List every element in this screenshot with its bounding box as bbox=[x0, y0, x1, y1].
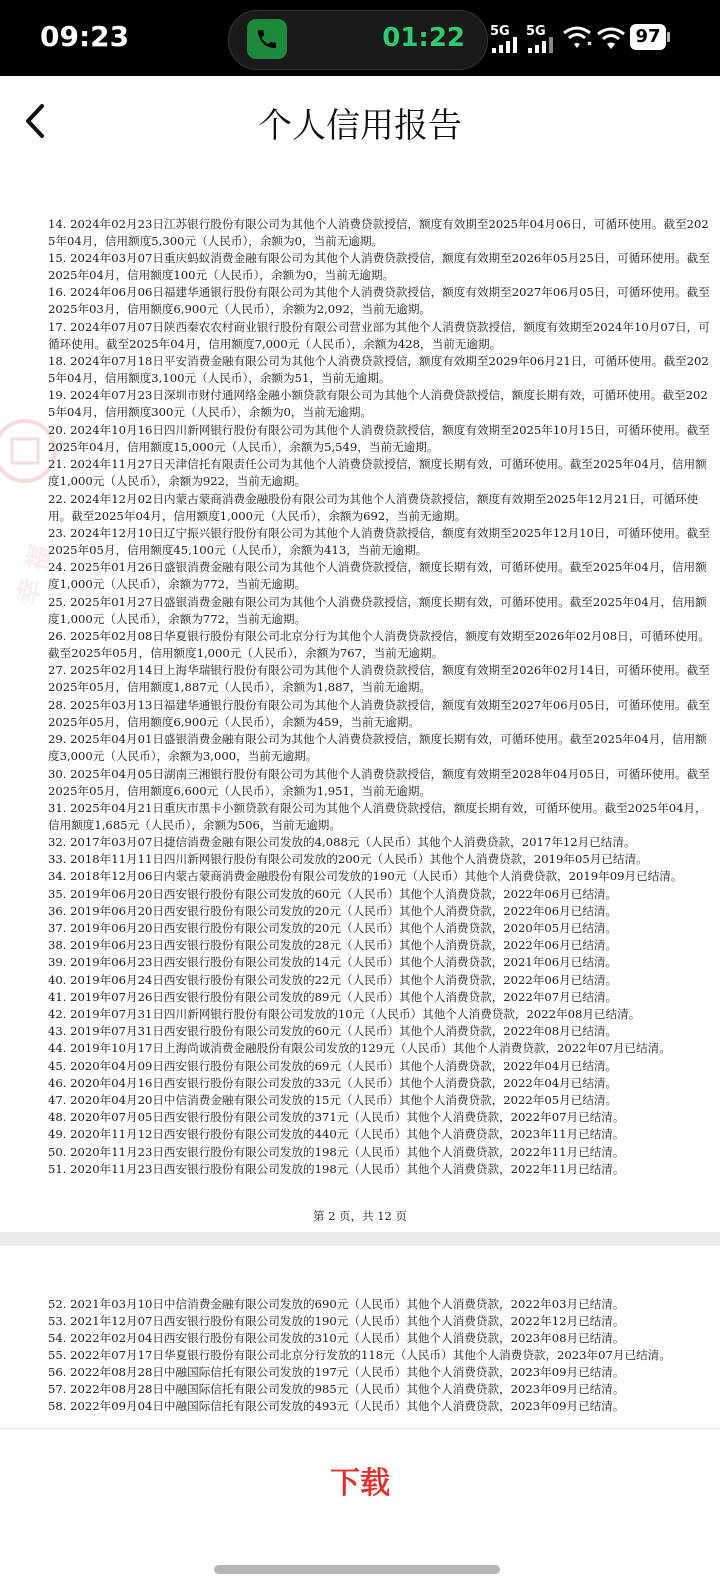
list-item: 49. 2020年11月12日西安银行股份有限公司发放的440元（人民币）其他个人消费贷款，2023年11月已结清。 bbox=[48, 1127, 625, 1141]
bottom-action-bar bbox=[0, 1428, 720, 1585]
list-item: 32. 2017年03月07日捷信消费金融有限公司发放的4,088元（人民币）其他个人消费贷款，2017年12月已结清。 bbox=[48, 835, 636, 849]
list-item: 33. 2018年11月11日四川新网银行股份有限公司发放的200元（人民币）其他个人消费贷款，2019年05月已结清。 bbox=[48, 852, 648, 866]
list-item: 45. 2020年04月09日西安银行股份有限公司发放的69元（人民币）其他个人消费贷款，2022年04月已结清。 bbox=[48, 1059, 618, 1073]
status-bar bbox=[0, 0, 720, 76]
page-title: 个人信用报告 bbox=[258, 106, 462, 146]
list-item: 41. 2019年07月26日西安银行股份有限公司发放的89元（人民币）其他个人消费贷款，2022年07月已结清。 bbox=[48, 990, 618, 1004]
ongoing-call-pill[interactable] bbox=[228, 10, 488, 70]
list-item: 27. 2025年02月14日上海华瑞银行股份有限公司为其他个人消费贷款授信，额度有效期至2026年02月14日，可循环使用。截至2025年05月，信用额度1,887元（人民币），余额为1,887，当前无逾期。 bbox=[48, 663, 710, 694]
list-item: 42. 2019年07月31日四川新网银行股份有限公司发放的10元（人民币）其他个人消费贷款，2022年08月已结清。 bbox=[48, 1007, 641, 1021]
list-item: 25. 2025年01月27日盛银消费金融有限公司为其他个人消费贷款授信，额度长期有效，可循环使用。截至2025年04月，信用额度1,000元（人民币），余额为772，当前无逾期。 bbox=[48, 595, 707, 626]
battery-icon bbox=[630, 24, 670, 52]
list-item: 55. 2022年07月17日华夏银行股份有限公司北京分行发放的118元（人民币）其他个人消费贷款，2023年07月已结清。 bbox=[48, 1348, 671, 1362]
list-item: 34. 2018年12月06日内蒙古蒙商消费金融股份有限公司发放的190元（人民币）其他个人消费贷款，2019年09月已结清。 bbox=[48, 869, 683, 883]
list-item: 18. 2024年07月18日平安消费金融有限公司为其他个人消费贷款授信，额度有效期至2029年06月21日，可循环使用。截至2025年04月，信用额度3,100元（人民币），余额为51，当前无逾期。 bbox=[48, 354, 709, 385]
list-item: 24. 2025年01月26日盛银消费金融有限公司为其他个人消费贷款授信，额度长期有效，可循环使用。截至2025年04月，信用额度1,000元（人民币），余额为772，当前无逾期。 bbox=[48, 560, 707, 591]
list-item: 15. 2024年03月07日重庆蚂蚁消费金融有限公司为其他个人消费贷款授信，额度有效期至2026年05月25日，可循环使用。截至2025年04月，信用额度100元（人民币），余额为0，当前无逾期。 bbox=[48, 251, 710, 282]
page-number: 第 2 页，共 12 页 bbox=[312, 1209, 408, 1223]
list-item: 30. 2025年04月05日湖南三湘银行股份有限公司为其他个人消费贷款授信，额度有效期至2028年04月05日，可循环使用。截至2025年05月，信用额度6,600元（人民币），余额为1,951，当前无逾期。 bbox=[48, 767, 710, 798]
list-item: 17. 2024年07月07日陕西秦农农村商业银行股份有限公司营业部为其他个人消费贷款授信，额度有效期至2024年10月07日，可循环使用。截至2025年04月，信用额度7,000元（人民币），余额为428，当前无逾期。 bbox=[48, 320, 710, 351]
list-item: 35. 2019年06月20日西安银行股份有限公司发放的60元（人民币）其他个人消费贷款，2022年06月已结清。 bbox=[48, 887, 618, 901]
cellular-signal-icon bbox=[526, 24, 558, 54]
wifi-icon bbox=[562, 24, 592, 52]
download-button[interactable]: 下载 bbox=[330, 1466, 390, 1501]
list-item: 43. 2019年07月31日西安银行股份有限公司发放的60元（人民币）其他个人消费贷款，2022年08月已结清。 bbox=[48, 1024, 618, 1038]
list-item: 22. 2024年12月02日内蒙古蒙商消费金融股份有限公司为其他个人消费贷款授信，额度有效期至2025年12月21日，可循环使用。截至2025年04月，信用额度1,000元（人民币），余额为692，当前无逾期。 bbox=[48, 492, 699, 523]
list-item: 56. 2022年08月28日中融国际信托有限公司发放的197元（人民币）其他个人消费贷款，2023年09月已结清。 bbox=[48, 1365, 625, 1379]
list-item: 48. 2020年07月05日西安银行股份有限公司发放的371元（人民币）其他个人消费贷款，2022年07月已结清。 bbox=[48, 1110, 625, 1124]
navigation-bar bbox=[0, 76, 720, 167]
document-page bbox=[0, 166, 720, 1232]
list-item: 14. 2024年02月23日江苏银行股份有限公司为其他个人消费贷款授信，额度有效期至2025年04月06日，可循环使用。截至2025年04月，信用额度5,300元（人民币），余额为0，当前无逾期。 bbox=[48, 217, 709, 248]
list-item: 31. 2025年04月21日重庆市黑卡小额贷款有限公司为其他个人消费贷款授信，额度长期有效，可循环使用。截至2025年04月，信用额度1,685元（人民币），余额为506，当前无逾期。 bbox=[48, 801, 707, 832]
list-item: 40. 2019年06月24日西安银行股份有限公司发放的22元（人民币）其他个人消费贷款，2022年06月已结清。 bbox=[48, 973, 618, 987]
list-item: 50. 2020年11月23日西安银行股份有限公司发放的198元（人民币）其他个人消费贷款，2022年11月已结清。 bbox=[48, 1145, 625, 1159]
phone-icon bbox=[247, 19, 287, 59]
network-type-label: 5G bbox=[490, 24, 510, 39]
call-timer: 01:22 bbox=[382, 23, 465, 53]
list-item: 51. 2020年11月23日西安银行股份有限公司发放的198元（人民币）其他个人消费贷款，2022年11月已结清。 bbox=[48, 1162, 625, 1176]
list-item: 20. 2024年10月16日四川新网银行股份有限公司为其他个人消费贷款授信，额度有效期至2025年10月15日，可循环使用。截至2025年04月，信用额度15,000元（人民币），余额为5,549，当前无逾期。 bbox=[48, 423, 710, 454]
watermark: 幸 福 bbox=[12, 541, 58, 609]
list-item: 29. 2025年04月01日盛银消费金融有限公司为其他个人消费贷款授信，额度长期有效，可循环使用。截至2025年04月，信用额度3,000元（人民币），余额为3,000，当前无逾期。 bbox=[48, 732, 707, 763]
list-item: 46. 2020年04月16日西安银行股份有限公司发放的33元（人民币）其他个人消费贷款，2022年04月已结清。 bbox=[48, 1076, 618, 1090]
list-item: 57. 2022年08月28日中融国际信托有限公司发放的985元（人民币）其他个人消费贷款，2023年09月已结清。 bbox=[48, 1382, 625, 1396]
document-page bbox=[0, 1246, 720, 1428]
list-item: 16. 2024年06月06日福建华通银行股份有限公司为其他个人消费贷款授信，额度有效期至2027年06月05日，可循环使用。截至2025年03月，信用额度6,900元（人民币），余额为2,092，当前无逾期。 bbox=[48, 285, 710, 316]
list-item: 37. 2019年06月20日西安银行股份有限公司发放的20元（人民币）其他个人消费贷款，2020年05月已结清。 bbox=[48, 921, 618, 935]
list-item: 47. 2020年04月20日中信消费金融有限公司发放的15元（人民币）其他个人消费贷款，2022年05月已结清。 bbox=[48, 1093, 618, 1107]
list-item: 44. 2019年10月17日上海尚诚消费金融股份有限公司发放的129元（人民币）其他个人消费贷款，2022年07月已结清。 bbox=[48, 1041, 671, 1055]
list-item: 28. 2025年03月13日福建华通银行股份有限公司为其他个人消费贷款授信，额度有效期至2027年06月05日，可循环使用。截至2025年05月，信用额度6,900元（人民币），余额为459，当前无逾期。 bbox=[48, 698, 710, 729]
list-item: 38. 2019年06月23日西安银行股份有限公司发放的28元（人民币）其他个人消费贷款，2022年06月已结清。 bbox=[48, 938, 618, 952]
list-item: 53. 2021年12月07日西安银行股份有限公司发放的190元（人民币）其他个人消费贷款，2022年12月已结清。 bbox=[48, 1314, 625, 1328]
home-indicator[interactable] bbox=[214, 1565, 500, 1574]
status-time: 09:23 bbox=[40, 20, 130, 53]
list-item: 36. 2019年06月20日西安银行股份有限公司发放的20元（人民币）其他个人消费贷款，2022年06月已结清。 bbox=[48, 904, 618, 918]
list-item: 23. 2024年12月10日辽宁振兴银行股份有限公司为其他个人消费贷款授信，额度有效期至2025年12月10日，可循环使用。截至2025年05月，信用额度45,100元（人民币），余额为413，当前无逾期。 bbox=[48, 526, 710, 557]
document-viewer[interactable] bbox=[0, 166, 720, 1428]
wifi-icon bbox=[596, 24, 626, 52]
list-item: 26. 2025年02月08日华夏银行股份有限公司北京分行为其他个人消费贷款授信，额度有效期至2026年02月08日，可循环使用。截至2025年05月，信用额度1,000元（人民币），余额为767，当前无逾期。 bbox=[48, 629, 710, 660]
list-item: 58. 2022年09月04日中融国际信托有限公司发放的493元（人民币）其他个人消费贷款，2023年09月已结清。 bbox=[48, 1399, 625, 1413]
battery-level: 97 bbox=[630, 24, 666, 50]
list-item: 39. 2019年06月23日西安银行股份有限公司发放的14元（人民币）其他个人消费贷款，2021年06月已结清。 bbox=[48, 955, 618, 969]
list-item: 52. 2021年03月10日中信消费金融有限公司发放的690元（人民币）其他个人消费贷款，2022年03月已结清。 bbox=[48, 1297, 625, 1311]
list-item: 21. 2024年11月27日天津信托有限责任公司为其他个人消费贷款授信，额度长期有效，可循环使用。截至2025年04月，信用额度1,000元（人民币），余额为922，当前无逾期。 bbox=[48, 457, 707, 488]
seal-watermark-icon bbox=[0, 411, 60, 491]
cellular-signal-icon bbox=[490, 24, 522, 54]
list-item: 54. 2022年02月04日西安银行股份有限公司发放的310元（人民币）其他个人消费贷款，2023年08月已结清。 bbox=[48, 1331, 625, 1345]
list-item: 19. 2024年07月23日深圳市财付通网络金融小额贷款有限公司为其他个人消费贷款授信，额度长期有效，可循环使用。截至2025年04月，信用额度300元（人民币），余额为0，当前无逾期。 bbox=[48, 388, 708, 419]
network-type-label: 5G bbox=[526, 24, 546, 39]
